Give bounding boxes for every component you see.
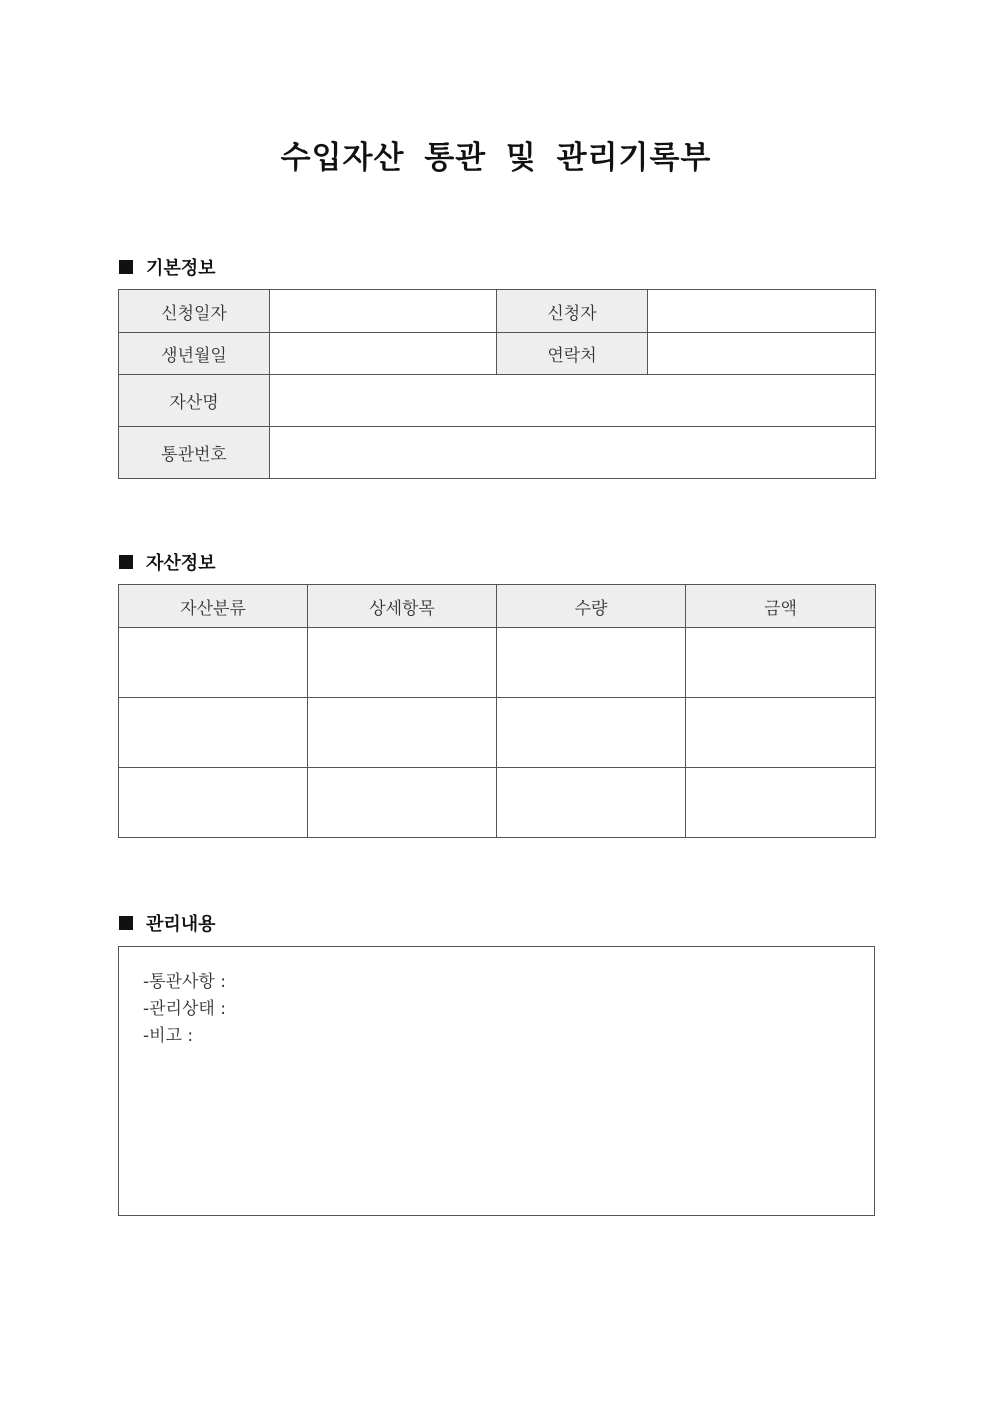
asset-info-heading [119,549,216,575]
management-heading-text: 관리내용 [146,914,216,935]
detail-item-cell[interactable] [308,698,497,768]
amount-cell[interactable] [686,698,876,768]
basic-info-table [118,289,876,479]
table-row [119,768,876,838]
asset-info-heading-text: 자산정보 [146,553,216,574]
management-notes-box[interactable] [118,946,875,1216]
column-header-quantity: 수량 [497,585,686,628]
asset-name-field[interactable] [270,375,876,427]
asset-category-cell[interactable] [119,628,308,698]
column-header-asset-category: 자산분류 [119,585,308,628]
asset-info-table [118,584,876,838]
remarks-line: -비고 : [143,1026,194,1046]
square-bullet-icon [119,555,133,569]
basic-info-heading-text: 기본정보 [146,258,216,279]
column-header-detail-item: 상세항목 [308,585,497,628]
basic-info-heading [119,254,216,280]
birth-date-field[interactable] [270,333,497,375]
asset-category-cell[interactable] [119,698,308,768]
customs-number-label: 통관번호 [119,427,270,479]
column-header-amount: 금액 [686,585,876,628]
applicant-label: 신청자 [497,290,648,333]
detail-item-cell[interactable] [308,768,497,838]
square-bullet-icon [119,260,133,274]
amount-cell[interactable] [686,628,876,698]
quantity-cell[interactable] [497,768,686,838]
management-status-line: -관리상태 : [143,999,226,1019]
application-date-label: 신청일자 [119,290,270,333]
square-bullet-icon [119,916,133,930]
page-title: 수입자산 통관 및 관리기록부 [280,140,712,176]
customs-notes-line: -통관사항 : [143,972,226,992]
customs-number-field[interactable] [270,427,876,479]
management-heading [119,910,216,936]
quantity-cell[interactable] [497,698,686,768]
amount-cell[interactable] [686,768,876,838]
applicant-field[interactable] [648,290,876,333]
table-row [119,628,876,698]
birth-date-label: 생년월일 [119,333,270,375]
quantity-cell[interactable] [497,628,686,698]
table-row [119,698,876,768]
detail-item-cell[interactable] [308,628,497,698]
application-date-field[interactable] [270,290,497,333]
contact-label: 연락처 [497,333,648,375]
asset-category-cell[interactable] [119,768,308,838]
contact-field[interactable] [648,333,876,375]
asset-name-label: 자산명 [119,375,270,427]
